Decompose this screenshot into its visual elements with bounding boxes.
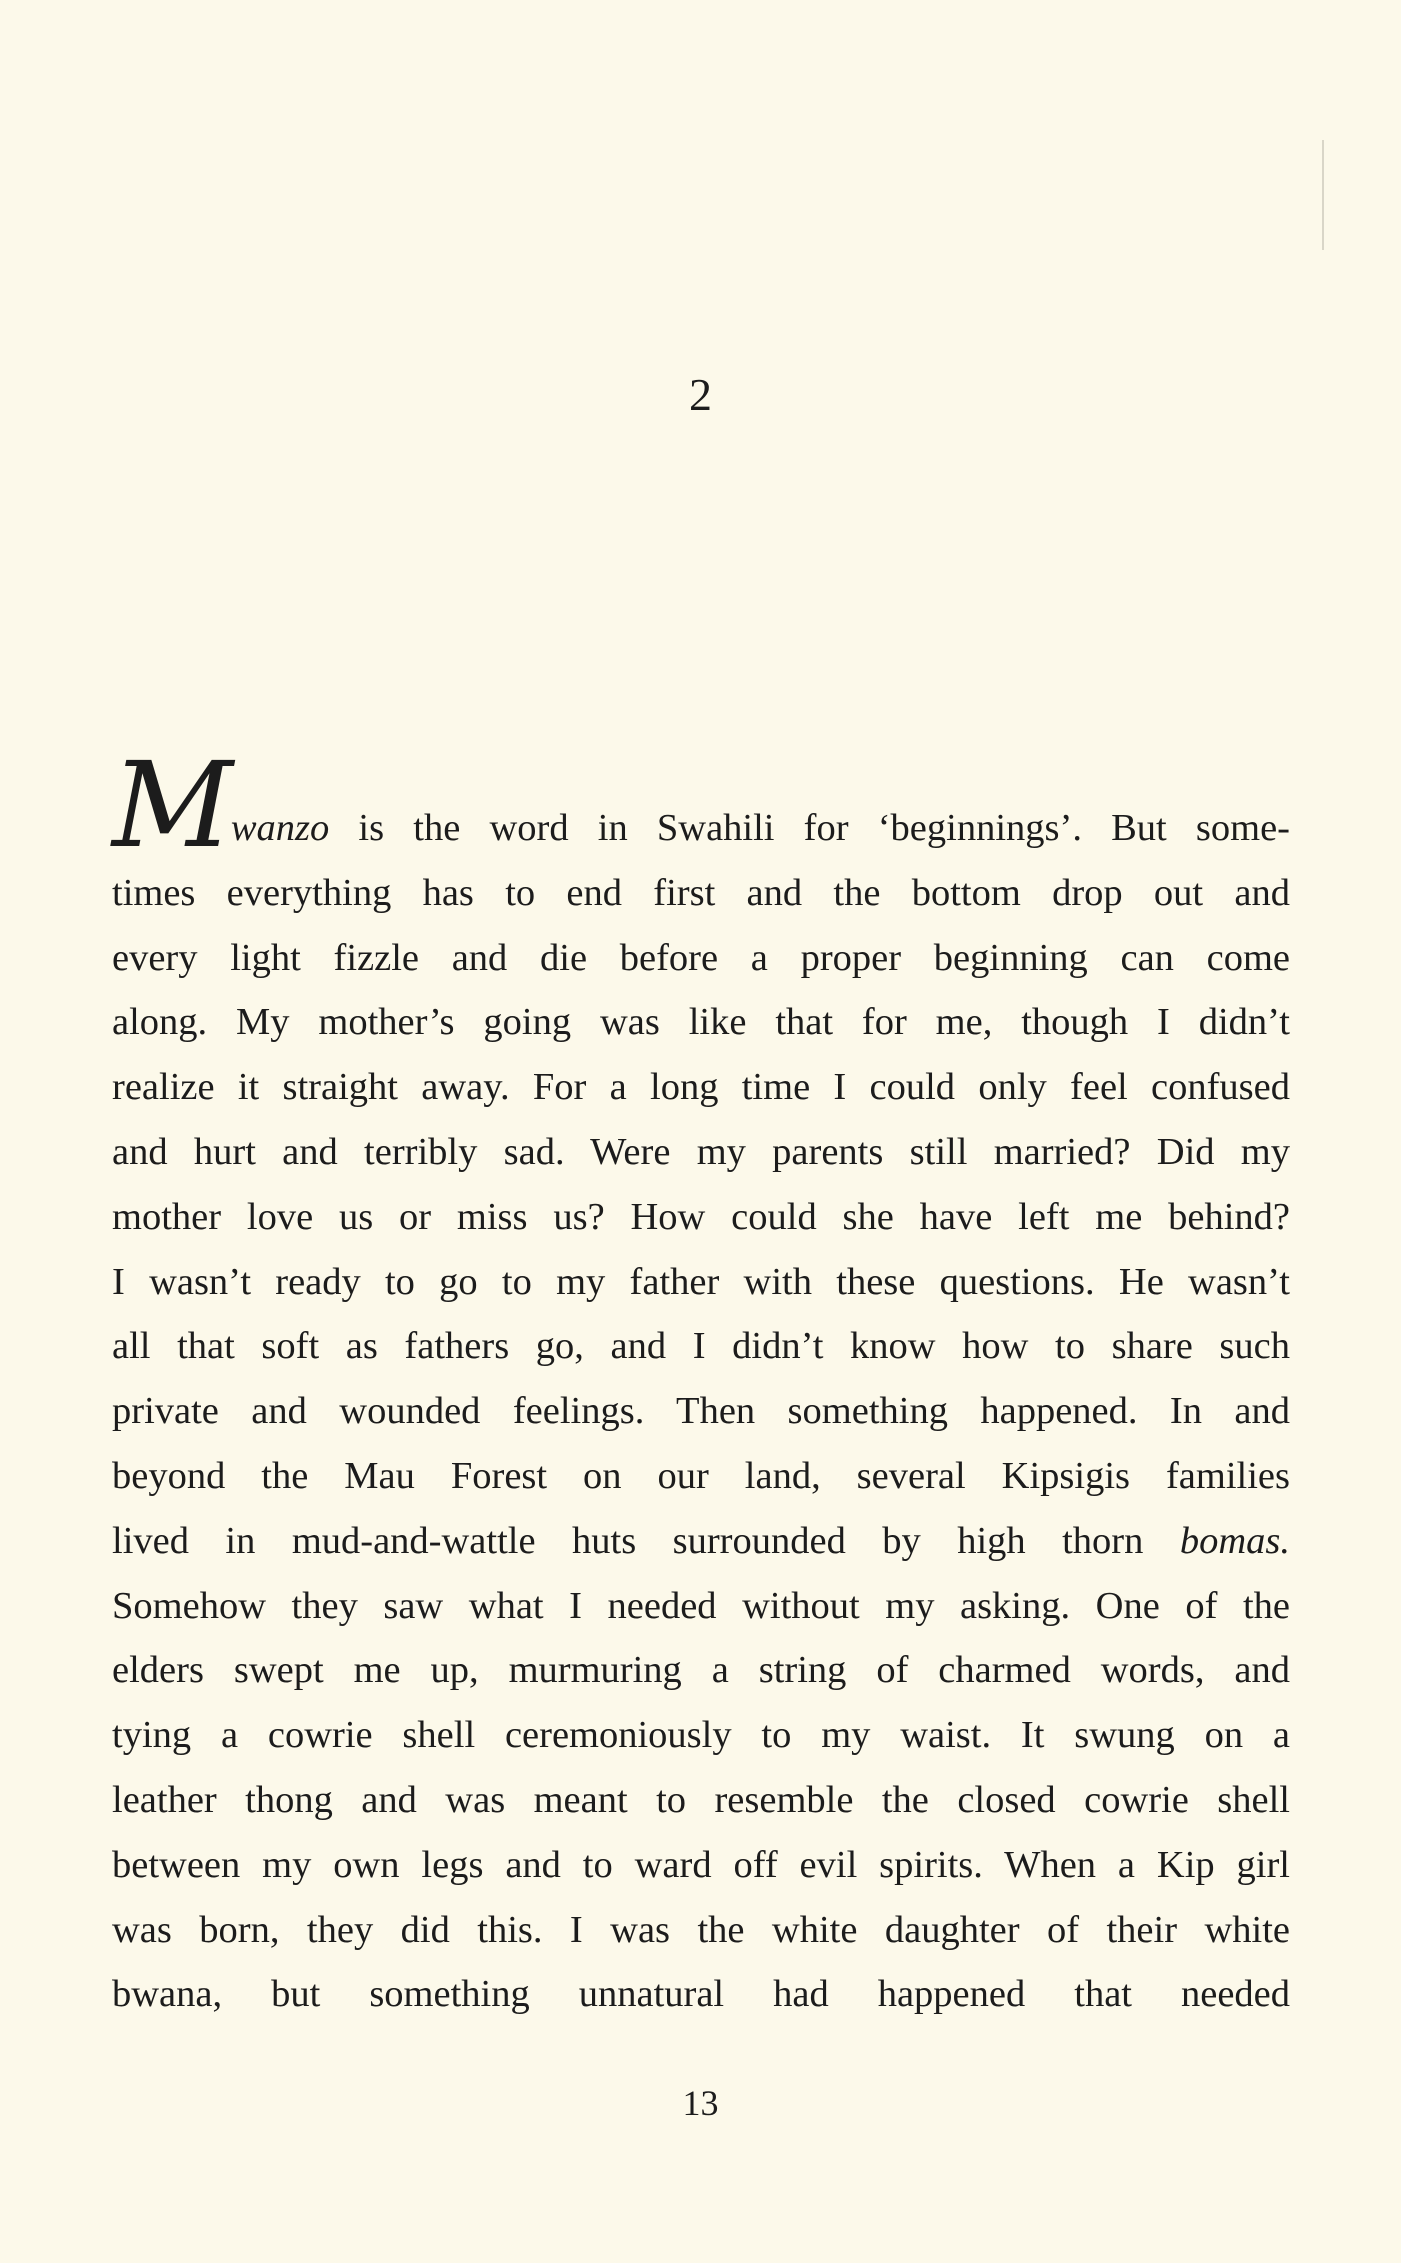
text-line: realize it straight away. For a long time I could only feel confused	[112, 1066, 1290, 1109]
text-line: between my own legs and to ward off evil spirits. When a Kip girl	[112, 1843, 1290, 1886]
text-line-1-rest: is the word in Swahili for ‘beginnings’. But some-	[329, 807, 1290, 849]
text-line-1	[112, 736, 1290, 874]
italic-word-bomas: bomas.	[1179, 1519, 1290, 1562]
drop-cap-word-rest: wanzo	[230, 807, 330, 849]
text-line: all that soft as fathers go, and I didn’t know how to share such	[112, 1325, 1290, 1368]
text-line: times everything has to end first and the bottom drop out and	[112, 871, 1290, 914]
text-line: bwana, but something unnatural had happened that needed	[112, 1973, 1290, 2016]
text-line: and hurt and terribly sad. Were my parents still married? Did my	[112, 1130, 1290, 1173]
text-line: leather thong and was meant to resemble the closed cowrie shell	[112, 1778, 1290, 1821]
text-line: I wasn’t ready to go to my father with these questions. He wasn’t	[112, 1260, 1290, 1303]
text-line: mother love us or miss us? How could she have left me behind?	[112, 1195, 1290, 1238]
page-edge-mark	[1322, 140, 1324, 250]
chapter-number: 2	[689, 369, 712, 420]
bomas-line-text: lived in mud-and-wattle huts surrounded by high thorn	[112, 1519, 1180, 1562]
text-line: was born, they did this. I was the white daughter of their white	[112, 1908, 1290, 1951]
text-line: private and wounded feelings. Then something happened. In and	[112, 1390, 1290, 1433]
chapter-body-text	[112, 736, 1290, 2027]
text-line-bomas	[112, 1509, 1290, 1574]
text-line: tying a cowrie shell ceremoniously to my waist. It swung on a	[112, 1714, 1290, 1757]
text-line: elders swept me up, murmuring a string of charmed words, and	[112, 1649, 1290, 1692]
page-number: 13	[682, 2083, 719, 2123]
text-line: along. My mother’s going was like that for me, though I didn’t	[112, 1001, 1290, 1044]
text-line: beyond the Mau Forest on our land, several Kipsigis families	[112, 1454, 1290, 1497]
drop-cap: M	[112, 736, 229, 874]
text-line: Somehow they saw what I needed without my asking. One of the	[112, 1584, 1290, 1627]
text-line: every light fizzle and die before a proper beginning can come	[112, 936, 1290, 979]
